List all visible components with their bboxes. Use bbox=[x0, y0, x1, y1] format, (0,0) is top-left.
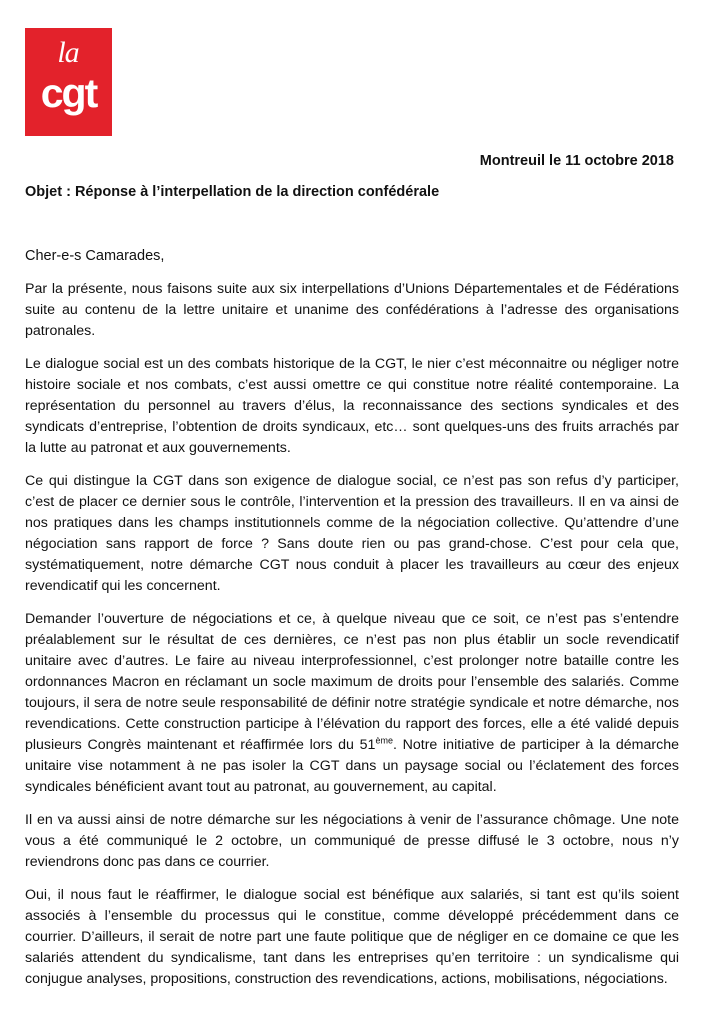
paragraph-6: Oui, il nous faut le réaffirmer, le dialogue social est bénéfique aux salariés, si tant est qu’ils soient associés à l’ensemble du processus qui le constitue, comme développé précédemment dans ce courrier. D’ailleurs, il serait de notre part une faute politique que de négliger en ce domaine ce que les salariés attendent du syndicalisme, tant dans les entreprises qu’en territoire : un syndicalisme qui conjugue analyses, propositions, construction des revendications, actions, mobilisations, négociations. bbox=[25, 887, 679, 987]
paragraph-5: Il en va aussi ainsi de notre démarche sur les négociations à venir de l’assurance chômage. Une note vous a été communiqué le 2 octobre, un communiqué de presse diffusé le 3 octobre, nous n’y reviendrons donc pas dans ce courrier. bbox=[25, 812, 679, 870]
cgt-logo bbox=[25, 28, 112, 136]
letter-date: Montreuil le 11 octobre 2018 bbox=[479, 153, 674, 169]
paragraph-3: Ce qui distingue la CGT dans son exigence de dialogue social, ce n’est pas son refus d’y participer, c’est de placer ce dernier sous le contrôle, l’intervention et la pression des travailleurs. Il en va ainsi de nos pratiques dans les champs institutionnels comme de la négociation collective. Qu’attendre d’une négociation sans rapport de force ? Sans doute rien ou pas grand-chose. C’est pour cela que, systématiquement, notre démarche CGT nous conduit à placer les travailleurs au cœur des enjeux revendicatif qui les concernent. bbox=[25, 473, 679, 594]
logo-text-cgt: cgt bbox=[40, 70, 97, 116]
letter-body bbox=[25, 279, 679, 1002]
paragraph-2: Le dialogue social est un des combats historique de la CGT, le nier c’est méconnaitre ou négliger notre histoire sociale et nos combats, c’est aussi omettre ce qui constitue notre réalité contemporaine. La représentation du personnel au travers d’élus, la reconnaissance des sections syndicales et des syndicats d’entreprise, l’obtention de droits syndicaux, etc… sont quelques-uns des fruits arrachés par la lutte au patronat et aux gouvernements. bbox=[25, 356, 679, 456]
logo-text-la: la bbox=[57, 36, 79, 69]
paragraph-4-end: . Notre initiative de participer à la démarche unitaire vise notamment à ne pas isoler la CGT dans un paysage social ou l’éclatement des forces syndicales bénéficient avant tout au patronat, au gouvernement, au capital. bbox=[25, 737, 679, 795]
paragraph-4 bbox=[25, 609, 679, 798]
paragraph-1: Par la présente, nous faisons suite aux six interpellations d’Unions Départementales et de Fédérations suite au contenu de la lettre unitaire et unanime des confédérations à l’adresse des organisations patronales. bbox=[25, 281, 679, 339]
ordinal-suffix: ème bbox=[375, 735, 393, 746]
letter-subject: Objet : Réponse à l’interpellation de la direction confédérale bbox=[25, 184, 440, 200]
paragraph-4-start: Demander l’ouverture de négociations et ce, à quelque niveau que ce soit, ce n’est pas s’entendre préalablement sur le résultat de ces dernières, ce n’est pas non plus établir un socle revendicatif unitaire avec d’autres. Le faire au niveau interprofessionnel, c’est prolonger notre bataille contre les ordonnances Macron en réclamant un socle maximum de droits pour l’ensemble des salariés. Comme toujours, il sera de notre seule responsabilité de définir notre stratégie syndicale et notre démarche, nos revendications. Cette construction participe à l’élévation du rapport des forces, elle a été validé depuis plusieurs Congrès maintenant et réaffirmée lors du 51 bbox=[25, 611, 679, 753]
letter-salutation: Cher-e-s Camarades, bbox=[25, 248, 165, 264]
